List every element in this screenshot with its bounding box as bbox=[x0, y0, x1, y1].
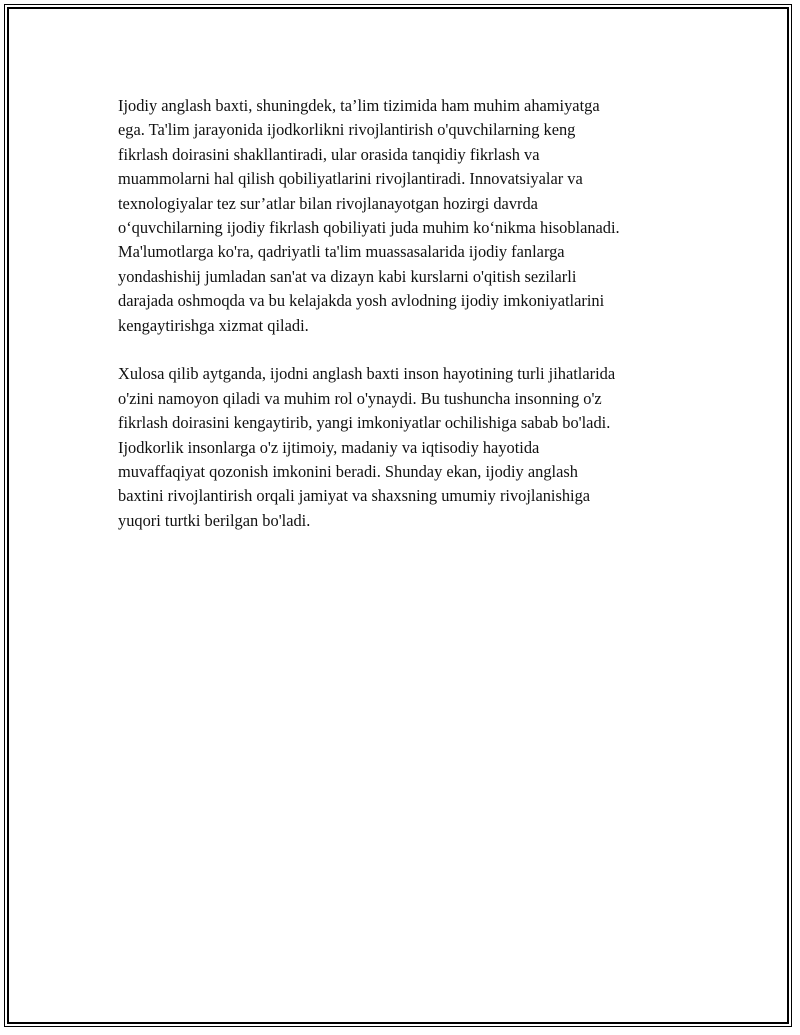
text-line: fikrlash doirasini kengaytirib, yangi imkoniyatlar ochilishiga sabab bo'ladi. bbox=[118, 413, 611, 433]
text-line: yuqori turtki berilgan bo'ladi. bbox=[118, 510, 311, 530]
text-line: kengaytirishga xizmat qiladi. bbox=[118, 315, 309, 335]
text-line: texnologiyalar tez sur’atlar bilan rivojlanayotgan hozirgi davrda bbox=[118, 193, 538, 213]
text-line: darajada oshmoqda va bu kelajakda yosh avlodning ijodiy imkoniyatlarini bbox=[118, 291, 605, 311]
text-line: Ijodiy anglash baxti, shuningdek, ta’lim tizimida ham muhim ahamiyatga bbox=[118, 96, 600, 115]
text-line: baxtini rivojlantirish orqali jamiyat va shaxsning umumiy rivojlanishiga bbox=[118, 486, 591, 506]
paragraph-2 bbox=[118, 362, 692, 533]
text-line: fikrlash doirasini shakllantiradi, ular orasida tanqidiy fikrlash va bbox=[118, 144, 540, 164]
text-line: ega. Ta'lim jarayonida ijodkorlikni rivojlantirish o'quvchilarning keng bbox=[118, 120, 576, 140]
text-line: yondashishij jumladan san'at va dizayn kabi kurslarni o'qitish sezilarli bbox=[118, 266, 577, 286]
text-line: o‘quvchilarning ijodiy fikrlash qobiliyati juda muhim ko‘nikma hisoblanadi. bbox=[118, 218, 620, 238]
text-line: Ijodkorlik insonlarga o'z ijtimoiy, madaniy va iqtisodiy hayotida bbox=[118, 437, 540, 457]
text-line: o'zini namoyon qiladi va muhim rol o'ynaydi. Bu tushuncha insonning o'z bbox=[118, 388, 602, 408]
text-line: Ma'lumotlarga ko'ra, qadriyatli ta'lim muassasalarida ijodiy fanlarga bbox=[118, 242, 565, 262]
text-line: muammolarni hal qilish qobiliyatlarini rivojlantiradi. Innovatsiyalar va bbox=[118, 169, 583, 189]
paragraph-1 bbox=[118, 94, 692, 338]
document-body bbox=[118, 94, 692, 558]
text-line: Xulosa qilib aytganda, ijodni anglash baxti inson hayotining turli jihatlarida bbox=[118, 364, 616, 384]
text-line: muvaffaqiyat qozonish imkonini beradi. Shunday ekan, ijodiy anglash bbox=[118, 462, 578, 482]
